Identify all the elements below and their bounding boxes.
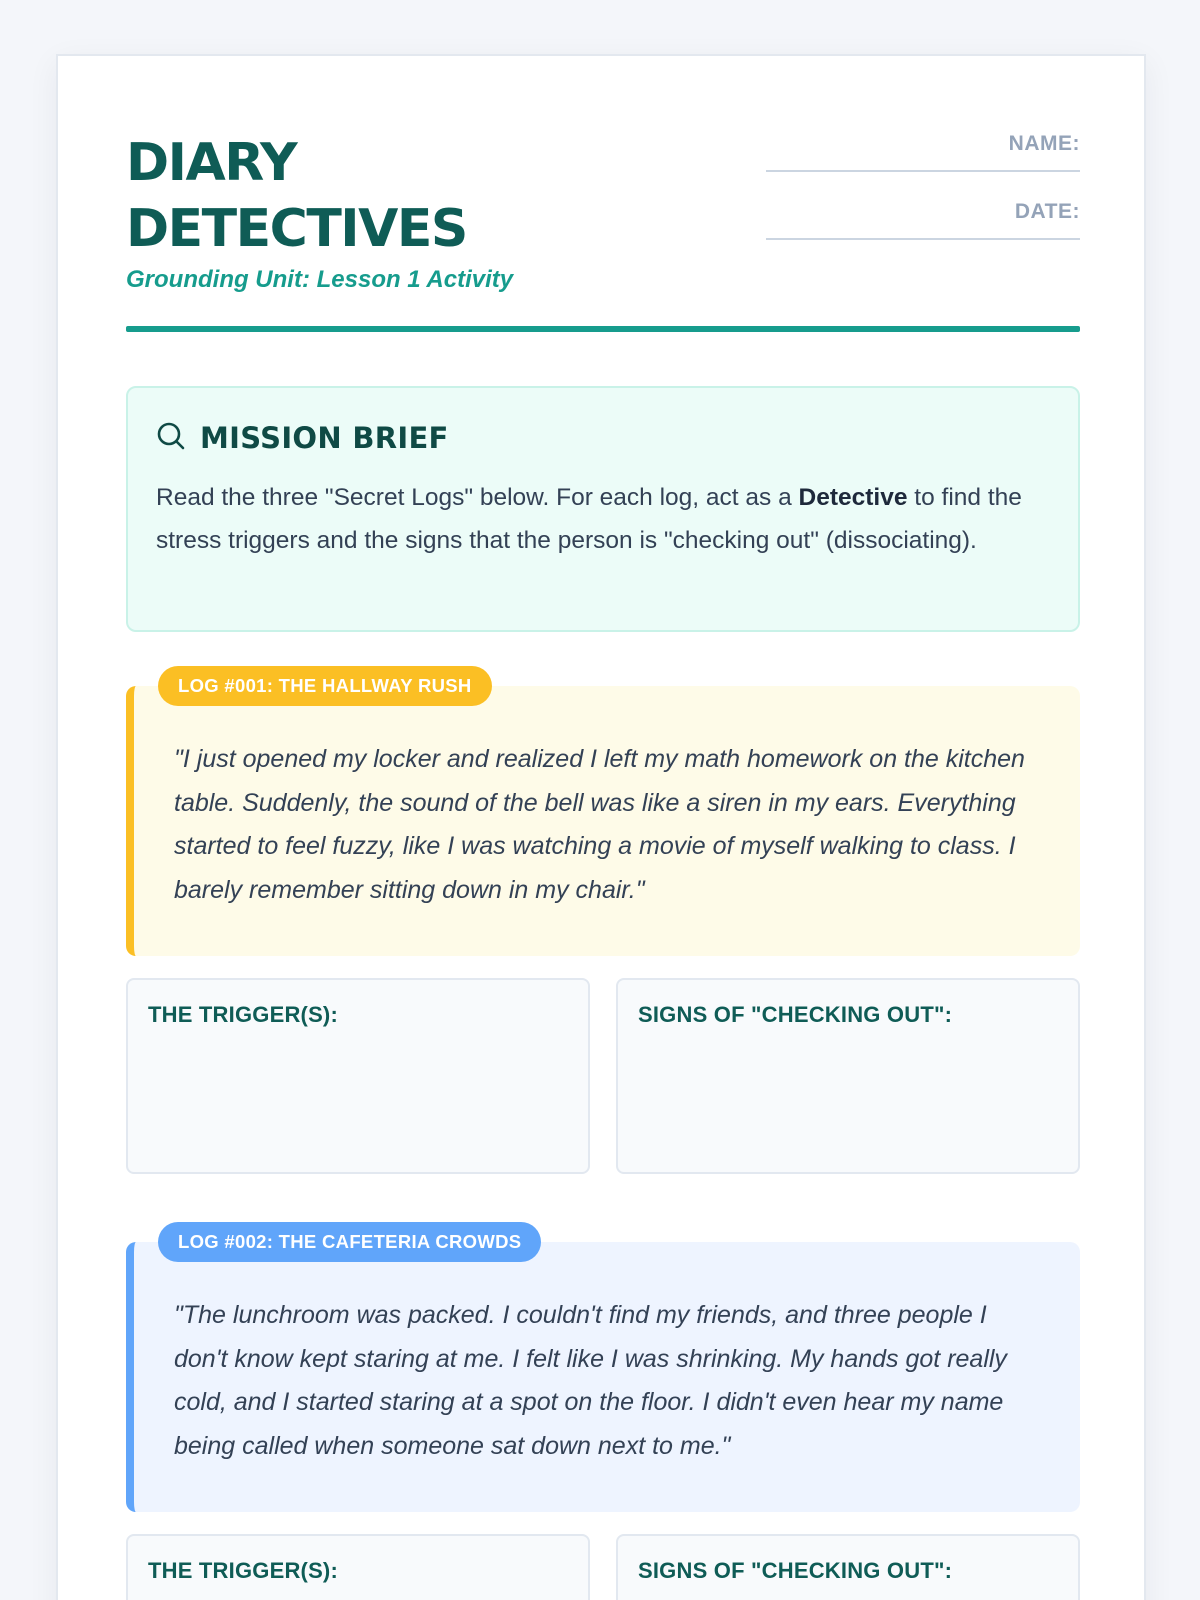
log-card-002 — [126, 1242, 1080, 1512]
log-entry-text: "The lunchroom was packed. I couldn't find my friends, and three people I don't know kept staring at me. I felt like I was shrinking. My hands got really cold, and I started staring at a spot on the floor. I didn't even hear my name being called when someone sat down next to me." — [174, 1301, 1007, 1460]
title-line-2: DETECTIVES — [126, 199, 467, 259]
header-divider — [126, 326, 1080, 332]
trigger-answer-box-002[interactable] — [126, 1534, 590, 1600]
brief-text-start: Read the three "Secret Logs" below. For each log, act as a — [156, 484, 799, 511]
log-card-001 — [126, 686, 1080, 956]
log-badge-001: LOG #001: THE HALLWAY RUSH — [158, 666, 492, 706]
trigger-label: THE TRIGGER(S): — [148, 1558, 338, 1583]
trigger-label: THE TRIGGER(S): — [148, 1002, 338, 1027]
date-field[interactable] — [766, 238, 1080, 240]
trigger-answer-box-001[interactable] — [126, 978, 590, 1174]
name-label: NAME: — [1008, 132, 1080, 155]
signs-answer-box-002[interactable] — [616, 1534, 1080, 1600]
student-info-fields — [766, 130, 1080, 266]
mission-brief-title: MISSION BRIEF — [200, 421, 449, 455]
date-label: DATE: — [1014, 200, 1080, 223]
brief-text-end: to find the stress triggers and the signs that the person is "checking out" (dissociating). — [156, 484, 1022, 554]
log-badge-002: LOG #002: THE CAFETERIA CROWDS — [158, 1222, 541, 1262]
log-entry-text: "I just opened my locker and realized I left my math homework on the kitchen table. Suddenly, the sound of the bell was like a siren in my ears. Everything started to feel fuzzy, like I was watching a movie of myself walking to class. I barely remember sitting down in my chair." — [174, 745, 1025, 904]
page-subtitle: Grounding Unit: Lesson 1 Activity — [126, 266, 514, 293]
mission-brief-heading — [156, 418, 1050, 458]
signs-answer-box-001[interactable] — [616, 978, 1080, 1174]
brief-text-emphasis: Detective — [798, 484, 908, 511]
name-field[interactable] — [766, 170, 1080, 172]
title-line-1: DIARY — [126, 133, 297, 193]
worksheet-page — [56, 54, 1146, 1600]
search-icon — [156, 421, 186, 456]
worksheet-header — [126, 130, 1080, 326]
signs-label: SIGNS OF "CHECKING OUT": — [638, 1002, 953, 1027]
signs-label: SIGNS OF "CHECKING OUT": — [638, 1558, 953, 1583]
mission-brief-text — [156, 476, 1050, 562]
mission-brief-card — [126, 386, 1080, 632]
